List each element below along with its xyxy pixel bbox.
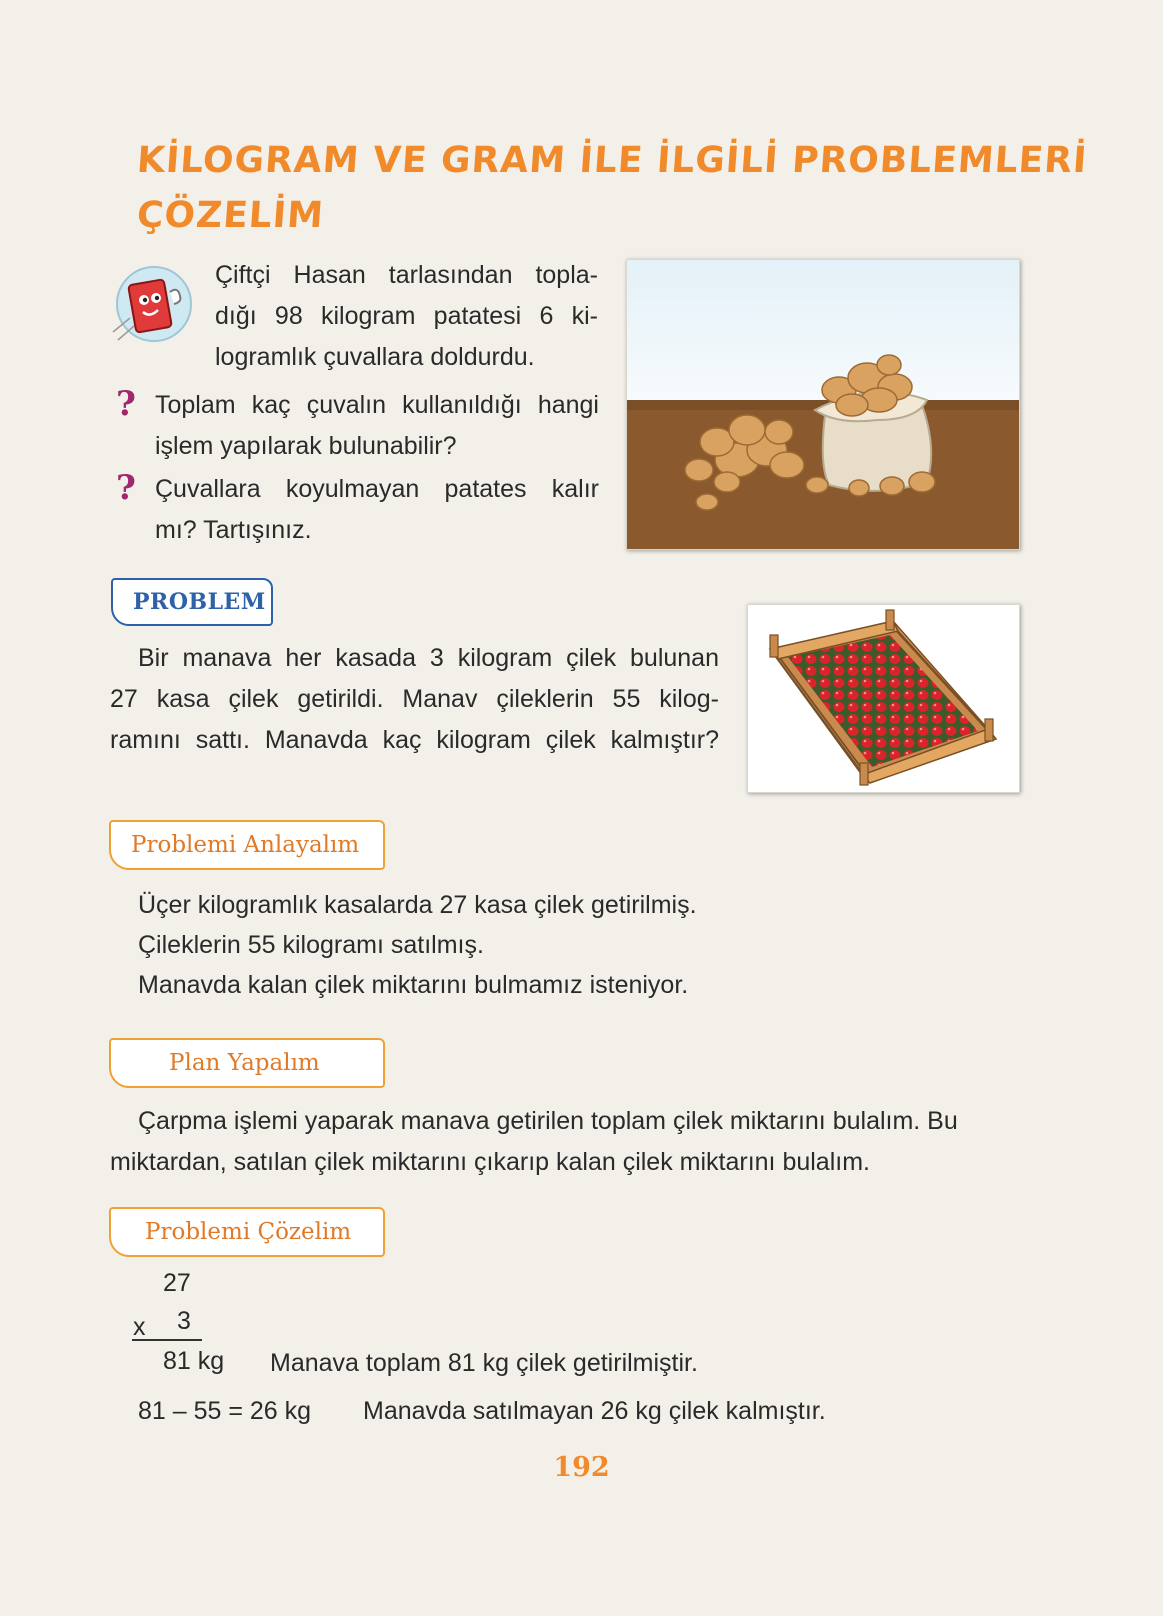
problem-text <box>110 638 719 761</box>
intro-line: dığı 98 kilogram patatesi 6 ki- <box>215 302 598 330</box>
potato-sack-illustration <box>627 260 1019 549</box>
understand-line: Üçer kilogramlık kasalarda 27 kasa çilek getirilmiş. <box>138 891 697 919</box>
intro-line: logramlık çuvallara doldurdu. <box>215 343 535 371</box>
multiplication-line <box>132 1339 202 1341</box>
question-mark-icon: ? <box>116 384 136 424</box>
notebook-mascot-icon <box>108 262 202 350</box>
question-mark-icon: ? <box>116 468 136 508</box>
plan-text <box>110 1101 1020 1183</box>
subtraction-note: Manavda satılmayan 26 kg çilek kalmıştır. <box>363 1397 826 1425</box>
strawberry-crate-illustration <box>748 605 1019 792</box>
plan-line: Çarpma işlemi yaparak manava getirilen toplam çilek miktarını bulalım. Bu <box>138 1107 958 1135</box>
plan-step-label: Plan Yapalım <box>109 1038 385 1088</box>
understand-line: Çileklerin 55 kilogramı satılmış. <box>138 931 484 959</box>
question-2 <box>155 469 599 551</box>
plan-line: miktardan, satılan çilek miktarını çıkarıp kalan çilek miktarını bulalım. <box>110 1148 870 1176</box>
problem-label: PROBLEM <box>111 578 273 626</box>
question-1-line: işlem yapılarak bulunabilir? <box>155 432 457 460</box>
multiplicand: 27 <box>163 1269 191 1297</box>
product-note: Manava toplam 81 kg çilek getirilmiştir. <box>270 1349 698 1377</box>
potato-image <box>626 259 1020 550</box>
solve-step-label: Problemi Çözelim <box>109 1207 385 1257</box>
problem-line: 27 kasa çilek getirildi. Manav çileklerin 55 kilog- <box>110 685 719 713</box>
multiplier: 3 <box>177 1307 191 1335</box>
page-title-line2: ÇÖZELİM <box>135 195 326 236</box>
question-2-line: Çuvallara koyulmayan patates kalır <box>155 475 599 503</box>
question-1-line: Toplam kaç çuvalın kullanıldığı hangi <box>155 391 599 419</box>
understand-step-label: Problemi Anlayalım <box>109 820 385 870</box>
subtraction: 81 – 55 = 26 kg <box>138 1397 312 1425</box>
product: 81 kg <box>163 1347 225 1375</box>
problem-line: ramını sattı. Manavda kaç kilogram çilek kalmıştır? <box>110 726 719 754</box>
question-1 <box>155 385 599 467</box>
intro-line: Çiftçi Hasan tarlasından topla- <box>215 261 598 289</box>
understand-text <box>138 885 858 1005</box>
question-2-line: mı? Tartışınız. <box>155 516 312 544</box>
strawberry-crate-image <box>747 604 1020 793</box>
page-title-line1: KİLOGRAM VE GRAM İLE İLGİLİ PROBLEMLERİ <box>135 140 1089 181</box>
multiply-operator: x <box>133 1313 146 1341</box>
problem-line: Bir manava her kasada 3 kilogram çilek bulunan <box>138 644 719 672</box>
page-number: 192 <box>553 1452 610 1483</box>
intro-paragraph <box>215 255 598 378</box>
understand-line: Manavda kalan çilek miktarını bulmamız isteniyor. <box>138 971 689 999</box>
